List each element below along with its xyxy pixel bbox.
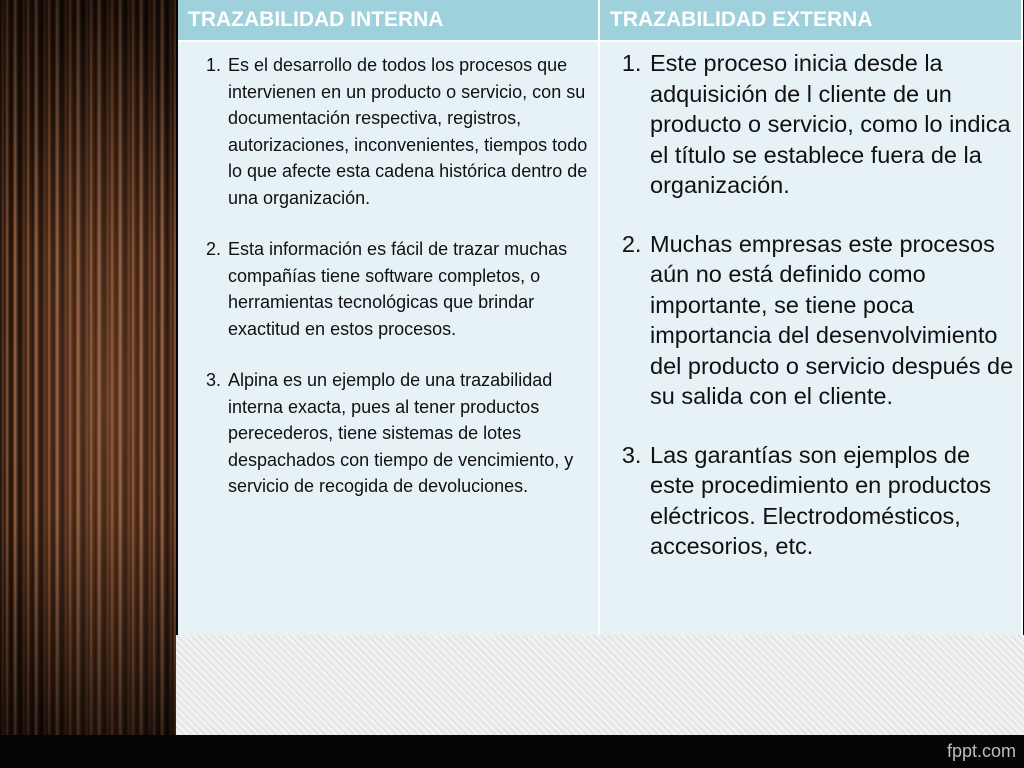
list-item: 1. Es el desarrollo de todos los procesos que intervienen en un producto o servicio, con su documentación respectiva, registros, autorizaciones, inconvenientes, tiempos todo lo que afecte esta cadena histórica dentro de una organización. <box>226 52 588 211</box>
table-body-row <box>178 41 1022 635</box>
internal-traceability-list <box>178 52 588 500</box>
diagonal-pattern-background <box>176 635 1024 735</box>
bottom-bar <box>0 735 1024 768</box>
footer-brand-text: fppt.com <box>946 741 1016 761</box>
table-header-row <box>178 0 1022 41</box>
list-item: 2. Esta información es fácil de trazar muchas compañías tiene software completos, o herramientas tecnológicas que brindar exactitud en estos procesos. <box>226 236 588 342</box>
list-item: 3. Alpina es un ejemplo de una trazabilidad interna exacta, pues al tener productos perecederos, tiene sistemas de lotes despachados con tiempo de vencimiento, y servicio de recogida de devoluciones. <box>226 367 588 500</box>
header-external-traceability: TRAZABILIDAD EXTERNA <box>599 0 1022 41</box>
list-item: 2. Muchas empresas este procesos aún no está definido como importante, se tiene poca importancia del desenvolvimiento del producto o servicio después de su salida con el cliente. <box>648 229 1015 412</box>
background-glow <box>0 0 176 735</box>
external-traceability-list <box>600 48 1015 562</box>
traceability-comparison-table <box>178 0 1023 635</box>
external-traceability-cell <box>599 41 1022 635</box>
list-item: 3. Las garantías son ejemplos de este procedimiento en productos eléctricos. Electrodomésticos, accesorios, etc. <box>648 440 1015 562</box>
list-item: 1. Este proceso inicia desde la adquisición de l cliente de un producto o servicio, como lo indica el título se establece fuera de la organización. <box>648 48 1015 201</box>
internal-traceability-cell <box>178 41 599 635</box>
header-internal-traceability: TRAZABILIDAD INTERNA <box>178 0 599 41</box>
